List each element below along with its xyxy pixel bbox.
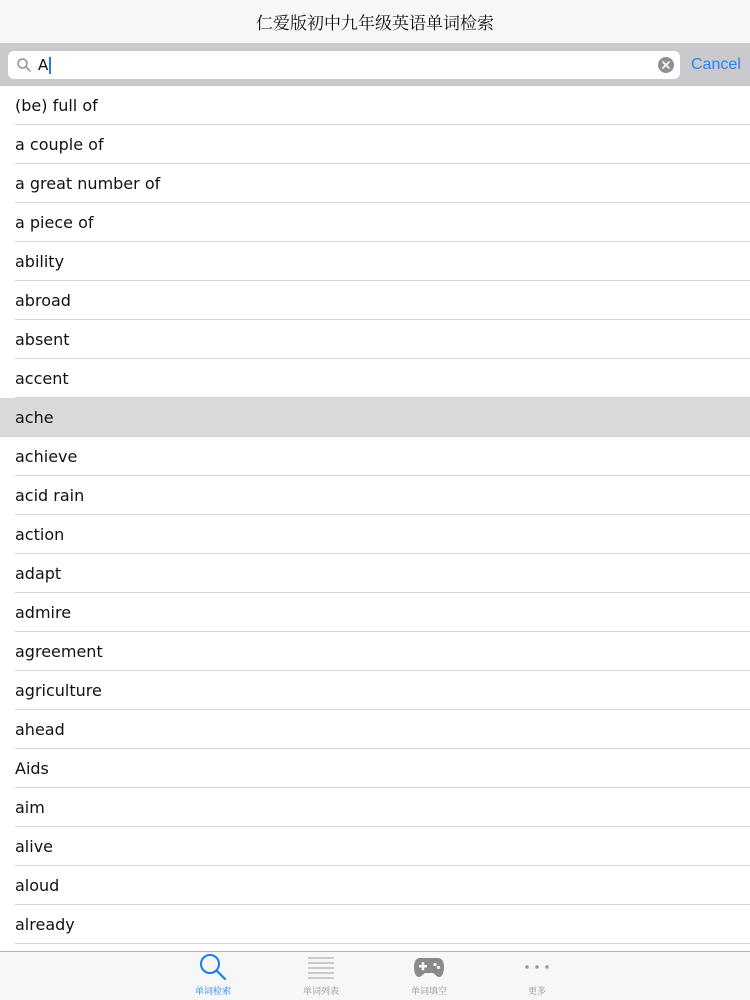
page-title: 仁爱版初中九年级英语单词检索 (256, 14, 494, 34)
word-list-item[interactable]: admire (0, 593, 750, 632)
word-list-item[interactable]: aim (0, 788, 750, 827)
clear-search-button[interactable] (658, 57, 674, 73)
search-input-value: A (38, 56, 49, 74)
word-list-item[interactable]: a couple of (0, 125, 750, 164)
tab-word-search[interactable] (159, 952, 267, 1000)
close-icon (662, 61, 670, 69)
tab-label: 单词列表 (302, 987, 339, 997)
word-list-item[interactable]: achieve (0, 437, 750, 476)
text-cursor (49, 57, 51, 74)
word-list-item[interactable]: a piece of (0, 203, 750, 242)
cancel-button[interactable]: Cancel (691, 56, 741, 73)
search-input[interactable] (8, 51, 680, 79)
word-list-item[interactable]: agreement (0, 632, 750, 671)
list-icon (306, 954, 336, 980)
tab-label: 单词检索 (194, 987, 231, 997)
word-list-item[interactable]: ahead (0, 710, 750, 749)
search-icon (16, 57, 32, 73)
tab-label: 更多 (527, 987, 546, 997)
tab-word-fill[interactable] (375, 952, 483, 1000)
search-icon (198, 952, 228, 982)
word-list-item[interactable]: agriculture (0, 671, 750, 710)
more-icon (522, 962, 552, 972)
word-list-item[interactable]: absent (0, 320, 750, 359)
word-list-item[interactable]: abroad (0, 281, 750, 320)
word-list-item[interactable]: alive (0, 827, 750, 866)
tab-word-list[interactable] (267, 952, 375, 1000)
word-list-item[interactable]: ache (0, 398, 750, 437)
gamepad-icon (413, 955, 445, 979)
word-list-item[interactable]: action (0, 515, 750, 554)
tab-label: 单词填空 (410, 987, 447, 997)
word-list-item[interactable]: aloud (0, 866, 750, 905)
navigation-bar (0, 0, 750, 44)
word-list (0, 86, 750, 951)
search-bar (0, 44, 750, 86)
word-list-item[interactable]: already (0, 905, 750, 944)
word-list-item[interactable]: (be) full of (0, 86, 750, 125)
word-list-item[interactable]: accent (0, 359, 750, 398)
tab-more[interactable] (483, 952, 591, 1000)
word-list-item[interactable]: Aids (0, 749, 750, 788)
word-list-item[interactable]: acid rain (0, 476, 750, 515)
word-list-item[interactable]: a great number of (0, 164, 750, 203)
word-list-item[interactable]: ability (0, 242, 750, 281)
word-list-item[interactable]: adapt (0, 554, 750, 593)
tab-bar (0, 951, 750, 1000)
